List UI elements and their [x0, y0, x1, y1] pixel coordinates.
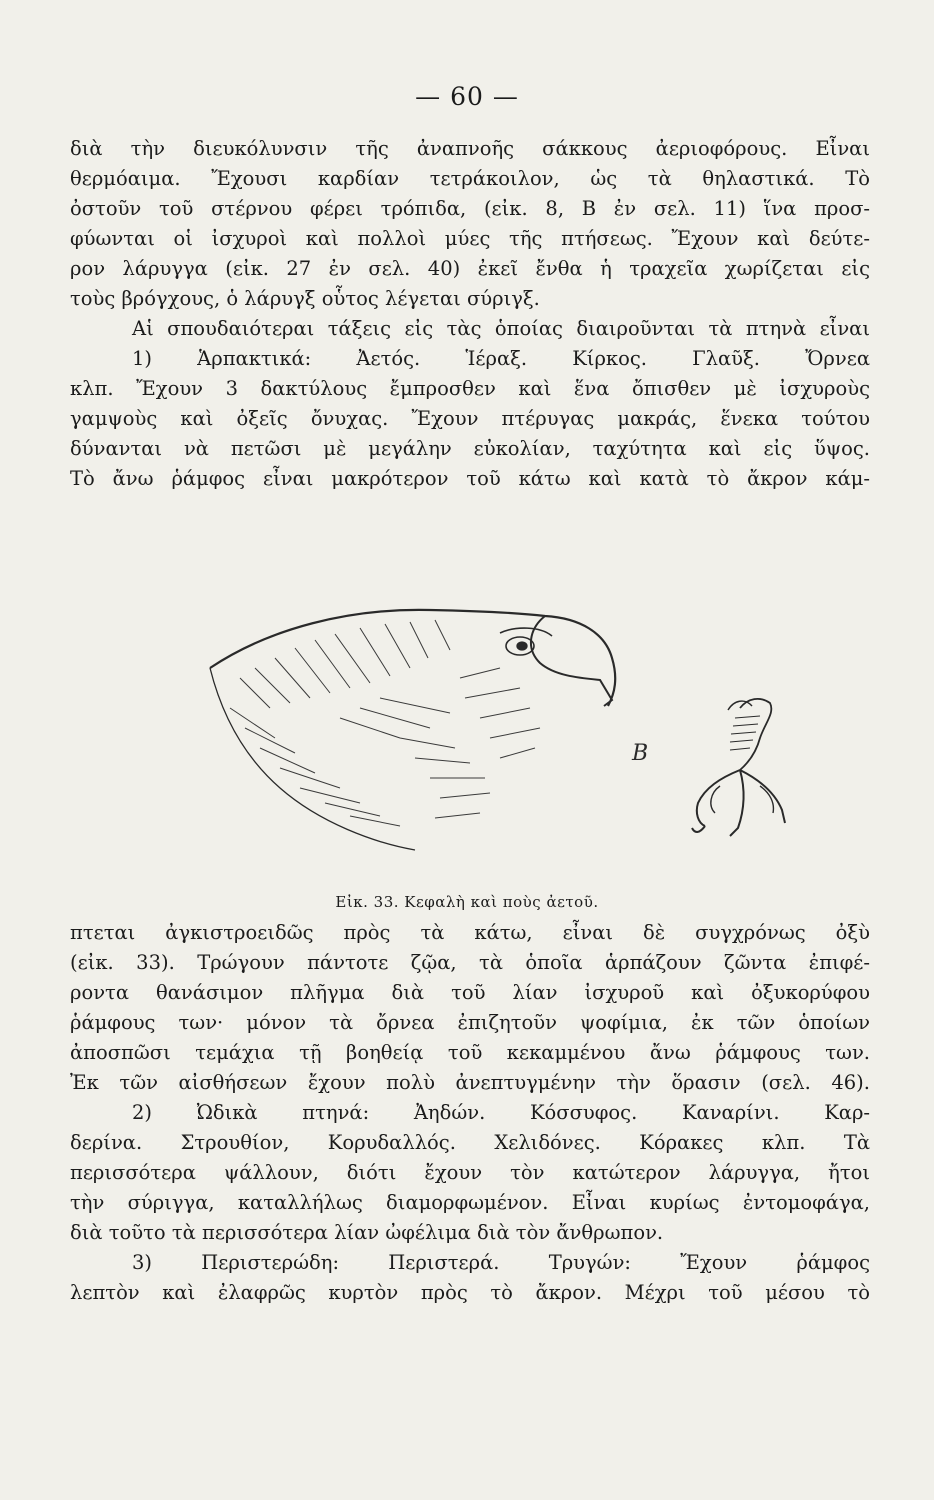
text-line: 2) Ὠδικὰ πτηνά: Ἀηδών. Κόσσυφος. Καναρίνι. Καρ-: [132, 1101, 870, 1124]
eagle-foot: [692, 699, 785, 836]
text-line: θερμόαιμα. Ἔχουσι καρδίαν τετράκοιλον, ὡς τὰ θηλαστικά. Τὸ: [70, 167, 870, 190]
text-line: ροντα θανάσιμον πλῆγμα διὰ τοῦ λίαν ἰσχυροῦ καὶ ὀξυκορύφου: [70, 981, 870, 1004]
text-line: δερίνα. Στρουθίον, Κορυδαλλός. Χελιδόνες. Κόρακες κλπ. Τὰ: [70, 1131, 870, 1154]
top-paragraphs: [70, 134, 870, 494]
text-line: τὴν σύριγγα, καταλλήλως διαμορφωμένον. Εἶναι κυρίως ἐντομοφάγα,: [70, 1191, 870, 1214]
eagle-illustration: [200, 588, 840, 888]
figure-label-b: B: [632, 741, 649, 766]
eagle-head: [210, 610, 615, 850]
text-line: 3) Περιστερώδη: Περιστερά. Τρυγών: Ἔχουν ῥάμφος: [132, 1251, 870, 1274]
text-line: διὰ τοῦτο τὰ περισσότερα λίαν ὠφέλιμα διὰ τὸν ἄνθρωπον.: [70, 1221, 664, 1244]
text-line: ἀποσπῶσι τεμάχια τῇ βοηθείᾳ τοῦ κεκαμμένου ἄνω ῥάμφους των.: [70, 1041, 870, 1064]
text-line: τοὺς βρόγχους, ὁ λάρυγξ οὗτος λέγεται σύριγξ.: [70, 287, 540, 310]
page-number: — 60 —: [415, 82, 519, 111]
text-line: ρον λάρυγγα (εἰκ. 27 ἐν σελ. 40) ἐκεῖ ἔνθα ἡ τραχεῖα χωρίζεται εἰς: [70, 257, 870, 280]
text-line: ῥάμφους των· μόνον τὰ ὄρνεα ἐπιζητοῦν ψοφίμια, ἐκ τῶν ὁποίων: [70, 1011, 870, 1034]
text-line: περισσότερα ψάλλουν, διότι ἔχουν τὸν κατώτερον λάρυγγα, ἤτοι: [70, 1161, 870, 1184]
text-line: 1) Ἁρπακτικά: Ἀετός. Ἱέραξ. Κίρκος. Γλαῦξ. Ὄρνεα: [132, 347, 870, 370]
text-line: Ἐκ τῶν αἰσθήσεων ἔχουν πολὺ ἀνεπτυγμένην τὴν ὅρασιν (σελ. 46).: [70, 1071, 870, 1094]
text-line: γαμψοὺς καὶ ὀξεῖς ὄνυχας. Ἔχουν πτέρυγας μακράς, ἕνεκα τούτου: [70, 407, 870, 430]
eagle-head-and-foot-drawing: [200, 588, 840, 888]
text-line: (εἰκ. 33). Τρώγουν πάντοτε ζῷα, τὰ ὁποῖα ἁρπάζουν ζῶντα ἐπιφέ-: [70, 951, 870, 974]
text-line: λεπτὸν καὶ ἐλαφρῶς κυρτὸν πρὸς τὸ ἄκρον. Μέχρι τοῦ μέσου τὸ: [70, 1281, 870, 1304]
text-line: κλπ. Ἔχουν 3 δακτύλους ἔμπροσθεν καὶ ἕνα ὄπισθεν μὲ ἰσχυροὺς: [70, 377, 870, 400]
text-line: Τὸ ἄνω ῥάμφος εἶναι μακρότερον τοῦ κάτω καὶ κατὰ τὸ ἄκρον κάμ-: [70, 467, 870, 490]
text-line: πτεται ἀγκιστροειδῶς πρὸς τὰ κάτω, εἶναι δὲ συγχρόνως ὀξὺ: [70, 921, 870, 944]
text-line: Αἱ σπουδαιότεραι τάξεις εἰς τὰς ὁποίας διαιροῦνται τὰ πτηνὰ εἶναι: [132, 317, 870, 340]
bottom-paragraphs: [70, 918, 870, 1308]
text-line: διὰ τὴν διευκόλυνσιν τῆς ἀναπνοῆς σάκκους ἀεριοφόρους. Εἶναι: [70, 137, 870, 160]
text-line: δύνανται νὰ πετῶσι μὲ μεγάλην εὐκολίαν, ταχύτητα καὶ εἰς ὕψος.: [70, 437, 870, 460]
figure-caption: Εἰκ. 33. Κεφαλὴ καὶ ποὺς ἀετοῦ.: [335, 893, 599, 911]
text-line: φύωνται οἱ ἰσχυροὶ καὶ πολλοὶ μύες τῆς πτήσεως. Ἔχουν καὶ δεύτε-: [70, 227, 870, 250]
text-line: ὀστοῦν τοῦ στέρνου φέρει τρόπιδα, (εἰκ. 8, Β ἐν σελ. 11) ἵνα προσ-: [70, 197, 870, 220]
